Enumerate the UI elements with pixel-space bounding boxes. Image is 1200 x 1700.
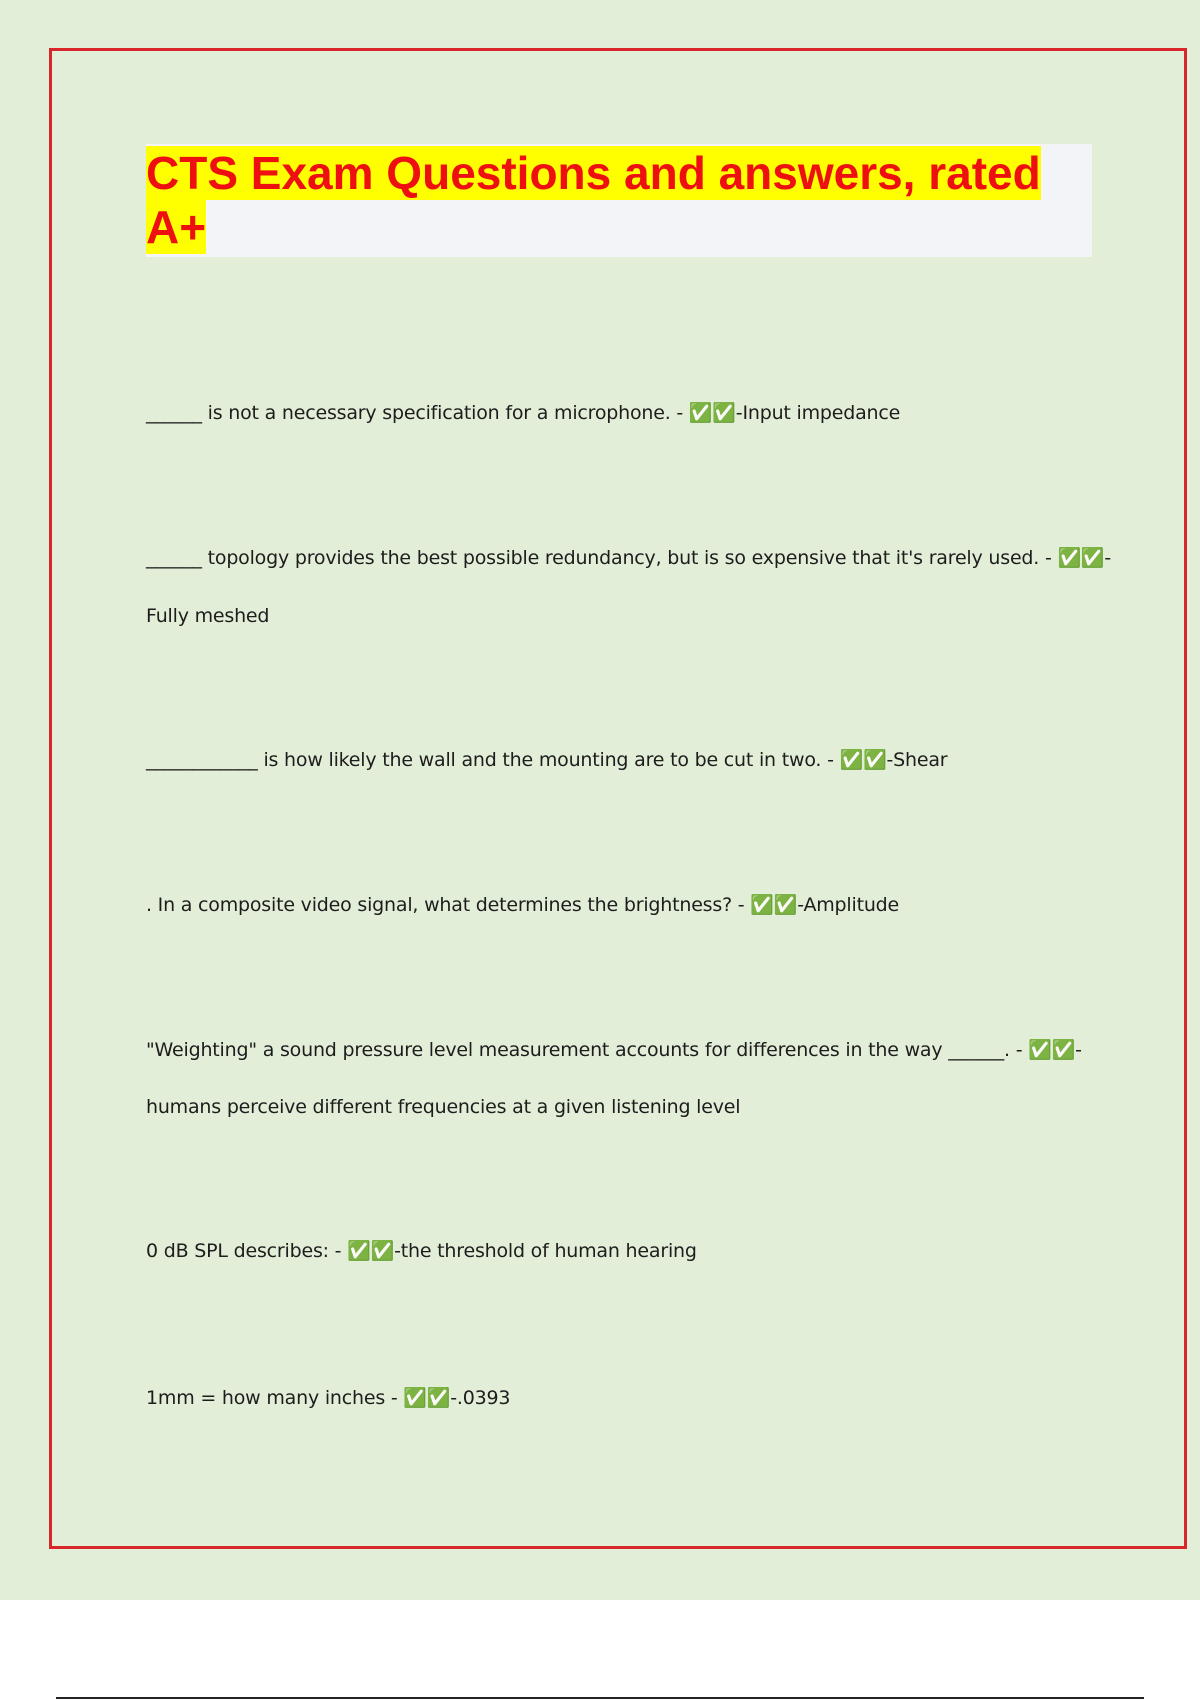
qa-item-topology-answer: Fully meshed	[146, 605, 270, 627]
qa-item-composite-video: . In a composite video signal, what determines the brightness? - ✅✅-Amplitude	[146, 894, 900, 916]
qa-item-topology: ______ topology provides the best possible redundancy, but is so expensive that it's rarely used. - ✅✅-	[146, 547, 1112, 569]
qa-item-weighting-answer: humans perceive different frequencies at a given listening level	[146, 1096, 741, 1118]
document-title-line-2: A+	[146, 201, 207, 253]
qa-item-mm-inches: 1mm = how many inches - ✅✅-.0393	[146, 1387, 511, 1409]
qa-item-shear: ____________ is how likely the wall and the mounting are to be cut in two. - ✅✅-Shear	[146, 749, 948, 771]
qa-item-microphone: ______ is not a necessary specification for a microphone. - ✅✅-Input impedance	[146, 402, 901, 424]
document-title-line-1: CTS Exam Questions and answers, rated	[146, 147, 1041, 199]
bottom-divider	[56, 1697, 1144, 1699]
page-border	[49, 48, 1187, 1549]
qa-item-db-spl: 0 dB SPL describes: - ✅✅-the threshold of human hearing	[146, 1240, 697, 1262]
qa-item-weighting: "Weighting" a sound pressure level measurement accounts for differences in the way ______. - ✅✅-	[146, 1039, 1082, 1061]
